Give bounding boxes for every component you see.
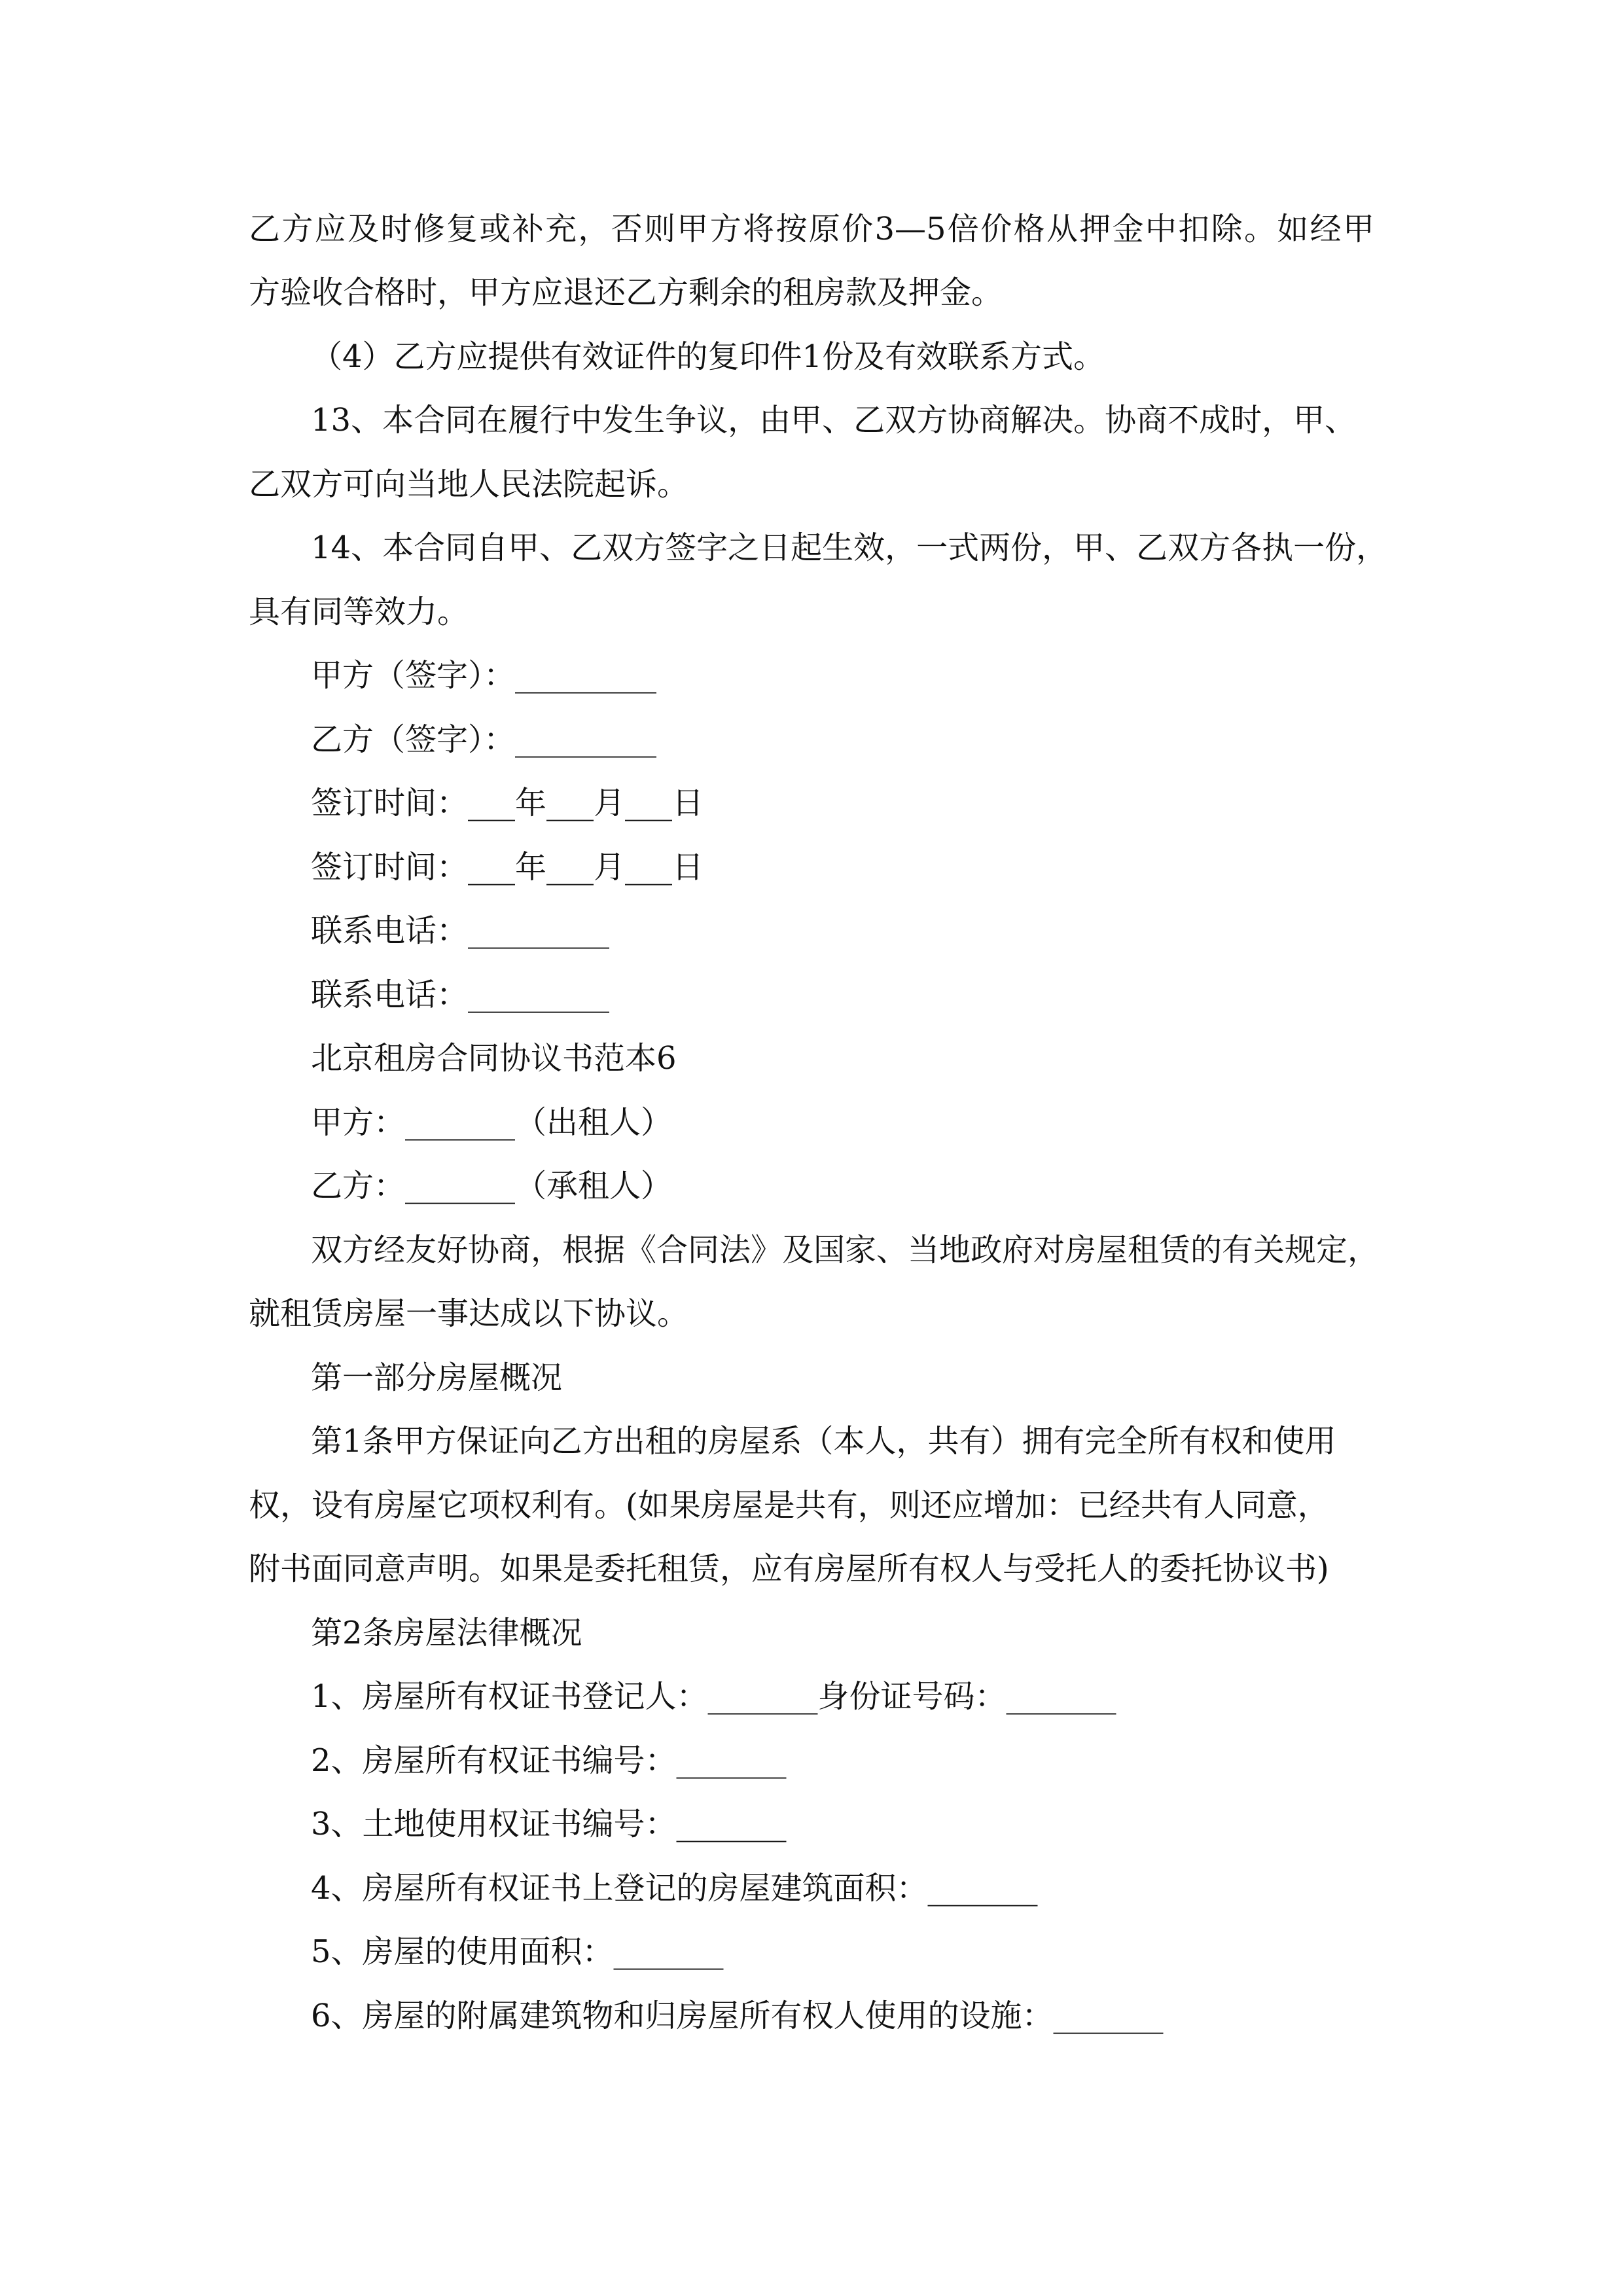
paragraph-line: 就租赁房屋一事达成以下协议。 — [249, 1295, 689, 1332]
section-heading: 第2条房屋法律概况 — [311, 1615, 582, 1651]
date-line: 签订时间：___年___月___日 — [311, 785, 704, 821]
paragraph-line: 权，设有房屋它项权利有。(如果房屋是共有，则还应增加：已经共有人同意， — [249, 1487, 1329, 1524]
phone-line: 联系电话：_________ — [311, 977, 610, 1013]
paragraph-line: （4）乙方应提供有效证件的复印件1份及有效联系方式。 — [311, 338, 1105, 375]
list-item: 2、房屋所有权证书编号：_______ — [311, 1742, 787, 1779]
date-line: 签订时间：___年___月___日 — [311, 849, 704, 886]
paragraph-line: 双方经友好协商，根据《合同法》及国家、当地政府对房屋租赁的有关规定， — [311, 1232, 1380, 1268]
party-b-line: 乙方：_______（承租人） — [311, 1168, 673, 1204]
paragraph-line: 具有同等效力。 — [249, 594, 469, 630]
paragraph-line: 附书面同意声明。如果是委托租赁，应有房屋所有权人与受托人的委托协议书) — [249, 1551, 1329, 1587]
section-heading: 第一部分房屋概况 — [311, 1359, 563, 1396]
paragraph-line: 第1条甲方保证向乙方出租的房屋系（本人，共有）拥有完全所有权和使用 — [311, 1423, 1336, 1460]
phone-line: 联系电话：_________ — [311, 912, 610, 949]
list-item: 4、房屋所有权证书上登记的房屋建筑面积：_______ — [311, 1870, 1038, 1907]
paragraph-line: 方验收合格时，甲方应退还乙方剩余的租房款及押金。 — [249, 274, 1003, 311]
list-item: 6、房屋的附属建筑物和归房屋所有权人使用的设施：_______ — [311, 1998, 1164, 2034]
party-a-line: 甲方：_______（出租人） — [311, 1104, 673, 1141]
list-item: 5、房屋的使用面积：_______ — [311, 1933, 724, 1970]
list-item: 3、土地使用权证书编号：_______ — [311, 1806, 787, 1842]
paragraph-line: 13、本合同在履行中发生争议，由甲、乙双方协商解决。协商不成时，甲、 — [311, 402, 1357, 439]
section-title: 北京租房合同协议书范本6 — [311, 1040, 677, 1077]
signature-line-party-a: 甲方（签字）：_________ — [311, 657, 657, 694]
paragraph-line: 乙双方可向当地人民法院起诉。 — [249, 466, 689, 503]
paragraph-line: 乙方应及时修复或补充，否则甲方将按原价3—5倍价格从押金中扣除。如经甲 — [249, 211, 1374, 247]
paragraph-line: 14、本合同自甲、乙双方签字之日起生效，一式两份，甲、乙双方各执一份， — [311, 529, 1388, 566]
list-item: 1、房屋所有权证书登记人：_______身份证号码：_______ — [311, 1678, 1116, 1715]
signature-line-party-b: 乙方（签字）：_________ — [311, 721, 657, 758]
